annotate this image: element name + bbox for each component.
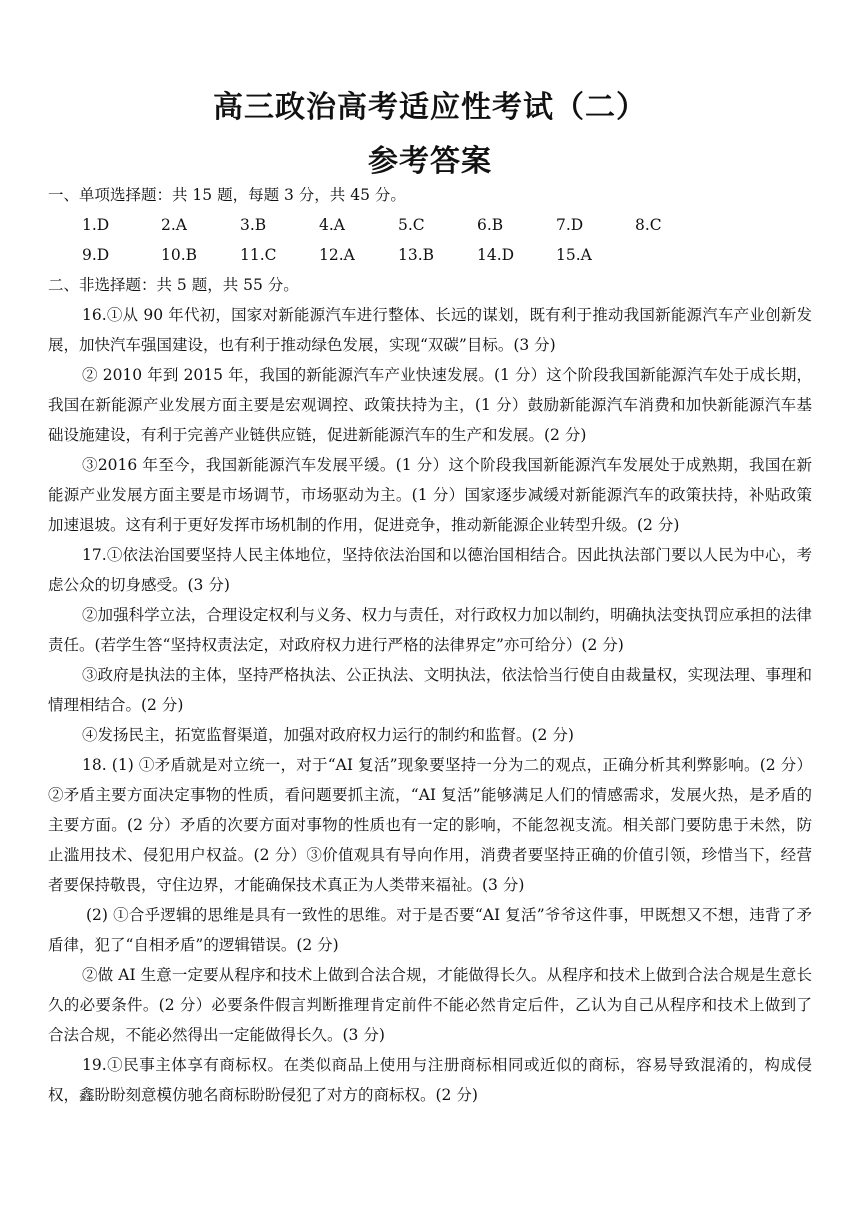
page-title: 高三政治高考适应性考试（二）	[213, 90, 647, 125]
choice-answer: 10.B	[161, 246, 198, 264]
answer-paragraph-18-2: (2) ①合乎逻辑的思维是具有一致性的思维。对于是否要“AI 复活”爷爷这件事，甲既想又不想，违背了矛盾律，犯了“自相矛盾”的逻辑错误。(2 分)	[48, 906, 812, 954]
answer-paragraph-16-3: ③2016 年至今，我国新能源汽车发展平缓。(1 分）这个阶段我国新能源汽车发展处于成熟期，我国在新能源产业发展方面主要是市场调节，市场驱动为主。(1 分）国家逐步减缓对新能源汽车的政策扶持，补贴政策加速退坡。这有利于更好发挥市场机制的作用，促进竞争，推动新能源企业转型升级。(2 分)	[48, 456, 812, 534]
choice-answer: 14.D	[477, 246, 515, 264]
answer-content	[48, 180, 812, 1110]
answer-paragraph-19-1: 19.①民事主体享有商标权。在类似商品上使用与注册商标相同或近似的商标，容易导致混淆的，构成侵权，鑫盼盼刻意模仿驰名商标盼盼侵犯了对方的商标权。(2 分)	[48, 1056, 812, 1104]
choice-answer: 1.D	[82, 216, 110, 234]
choice-answer: 3.B	[240, 216, 267, 234]
choice-answer: 15.A	[556, 246, 592, 264]
choice-answer: 5.C	[398, 216, 425, 234]
answer-paragraph-17-2: ②加强科学立法，合理设定权利与义务、权力与责任，对行政权力加以制约，明确执法变执罚应承担的法律责任。(若学生答“坚持权责法定，对政府权力进行严格的法律界定”亦可给分）(2 分)	[48, 606, 812, 654]
choice-answer: 13.B	[398, 246, 435, 264]
choice-answer: 11.C	[240, 246, 277, 264]
page-subtitle: 参考答案	[368, 144, 492, 179]
answer-paragraph-16-2: ② 2010 年到 2015 年，我国的新能源汽车产业快速发展。(1 分）这个阶段我国新能源汽车处于成长期，我国在新能源产业发展方面主要是宏观调控、政策扶持为主，(1 分）鼓励新能源汽车消费和加快新能源汽车基础设施建设，有利于完善产业链供应链，促进新能源汽车的生产和发展。(2 分)	[48, 366, 812, 444]
choice-answer: 8.C	[635, 216, 662, 234]
answer-paragraph-18-2b: ②做 AI 生意一定要从程序和技术上做到合法合规，才能做得长久。从程序和技术上做到合法合规是生意长久的必要条件。(2 分）必要条件假言判断推理肯定前件不能必然肯定后件，乙认为自己从程序和技术上做到了合法合规，不能必然得出一定能做得长久。(3 分)	[48, 966, 812, 1044]
choice-answer: 9.D	[82, 246, 110, 264]
section-2-heading: 二、非选择题：共 5 题，共 55 分。	[48, 276, 299, 294]
answer-paragraph-17-3: ③政府是执法的主体，坚持严格执法、公正执法、文明执法，依法恰当行使自由裁量权，实现法理、事理和情理相结合。(2 分)	[48, 666, 812, 714]
answer-paragraph-17-4: ④发扬民主，拓宽监督渠道，加强对政府权力运行的制约和监督。(2 分)	[82, 726, 574, 744]
section-1-heading: 一、单项选择题：共 15 题，每题 3 分，共 45 分。	[48, 186, 406, 204]
choice-answers-grid	[48, 210, 812, 270]
answer-paragraph-18-1: 18. (1) ①矛盾就是对立统一，对于“AI 复活”现象要坚持一分为二的观点，正确分析其利弊影响。(2 分）②矛盾主要方面决定事物的性质，看问题要抓主流，“AI 复活”能够满足人们的情感需求，发展火热，是矛盾的主要方面。(2 分）矛盾的次要方面对事物的性质也有一定的影响，不能忽视支流。相关部门要防患于未然，防止滥用技术、侵犯用户权益。(2 分）③价值观具有导向作用，消费者要坚持正确的价值引领，珍惜当下，经营者要保持敬畏，守住边界，才能确保技术真正为人类带来福祉。(3 分)	[48, 756, 812, 894]
choice-answer: 2.A	[161, 216, 187, 234]
answer-paragraph-17-1: 17.①依法治国要坚持人民主体地位，坚持依法治国和以德治国相结合。因此执法部门要以人民为中心，考虑公众的切身感受。(3 分)	[48, 546, 812, 594]
choice-answer: 7.D	[556, 216, 584, 234]
choice-answer: 6.B	[477, 216, 504, 234]
choice-answer: 12.A	[319, 246, 355, 264]
choice-answer: 4.A	[319, 216, 345, 234]
answer-paragraph-16-1: 16.①从 90 年代初，国家对新能源汽车进行整体、长远的谋划，既有利于推动我国新能源汽车产业创新发展，加快汽车强国建设，也有利于推动绿色发展，实现“双碳”目标。(3 分)	[48, 306, 812, 354]
